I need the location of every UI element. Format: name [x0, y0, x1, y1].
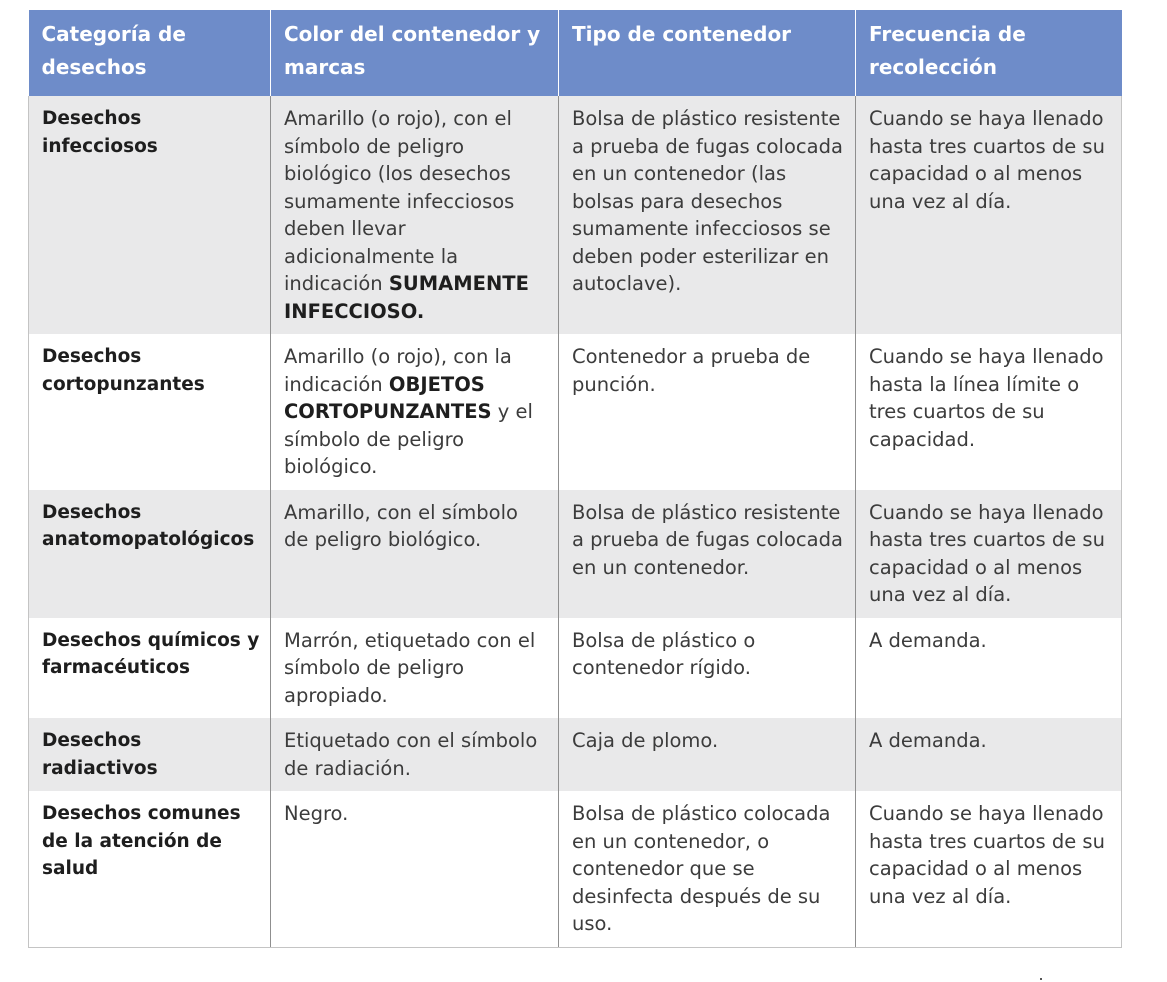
frequency-cell: Cuando se haya llenado hasta tres cuartos de su capacidad o al menos una vez al día.: [856, 791, 1122, 947]
header-row: [29, 10, 1122, 96]
container-color-cell: [271, 791, 559, 947]
color-bold-label: OBJETOS CORTOPUNZANTES: [284, 372, 492, 423]
container-color-cell: [271, 96, 559, 334]
category-cell: Desechos químicos y farmacéuticos: [29, 618, 271, 719]
table-row: [29, 334, 1122, 490]
header-collection-frequency: Frecuencia de recolección: [856, 10, 1122, 96]
container-type-cell: Bolsa de plástico resistente a prueba de fugas colocada en un contenedor (las bolsas para desechos sumamente infecciosos se deben poder esterilizar en autoclave).: [559, 96, 856, 334]
color-text: Amarillo (o rojo), con la indicación: [284, 345, 512, 396]
color-text: Amarillo (o rojo), con el símbolo de peligro biológico (los desechos sumamente infecciosos deben llevar adicionalmente la indicación: [284, 107, 515, 295]
color-text: Marrón, etiquetado con el símbolo de peligro apropiado.: [284, 628, 536, 707]
container-type-cell: Contenedor a prueba de punción.: [559, 334, 856, 490]
header-container-type: Tipo de contenedor: [559, 10, 856, 96]
category-cell: Desechos comunes de la atención de salud: [29, 791, 271, 947]
color-bold-label: SUMAMENTE INFECCIOSO.: [284, 272, 529, 323]
container-type-cell: Bolsa de plástico o contenedor rígido.: [559, 618, 856, 719]
waste-management-table: [28, 10, 1122, 948]
category-cell: Desechos anatomopatológicos: [29, 490, 271, 618]
table-row: [29, 618, 1122, 719]
frequency-cell: Cuando se haya llenado hasta la línea límite o tres cuartos de su capacidad.: [856, 334, 1122, 490]
table-row: [29, 96, 1122, 334]
frequency-cell: Cuando se haya llenado hasta tres cuartos de su capacidad o al menos una vez al día.: [856, 490, 1122, 618]
container-color-cell: [271, 718, 559, 791]
container-color-cell: [271, 334, 559, 490]
container-color-cell: [271, 618, 559, 719]
color-text: Negro.: [284, 802, 349, 825]
container-type-cell: Bolsa de plástico resistente a prueba de fugas colocada en un contenedor.: [559, 490, 856, 618]
table-row: [29, 718, 1122, 791]
container-color-cell: [271, 490, 559, 618]
table-row: [29, 791, 1122, 947]
table-header: [29, 10, 1122, 96]
table-body: [29, 96, 1122, 947]
category-cell: Desechos cortopunzantes: [29, 334, 271, 490]
color-text-after: y el símbolo de peligro biológico.: [284, 400, 533, 478]
color-text: Amarillo, con el símbolo de peligro biológico.: [284, 500, 518, 551]
category-cell: Desechos radiactivos: [29, 718, 271, 791]
category-cell: Desechos infecciosos: [29, 96, 271, 334]
header-container-color: Color del contenedor y marcas: [271, 10, 559, 96]
table-row: [29, 490, 1122, 618]
stray-dot-mark: [1040, 978, 1042, 980]
frequency-cell: Cuando se haya llenado hasta tres cuartos de su capacidad o al menos una vez al día.: [856, 96, 1122, 334]
container-type-cell: Caja de plomo.: [559, 718, 856, 791]
color-text: Etiquetado con el símbolo de radiación.: [284, 729, 538, 780]
frequency-cell: A demanda.: [856, 618, 1122, 719]
frequency-cell: A demanda.: [856, 718, 1122, 791]
container-type-cell: Bolsa de plástico colocada en un contenedor, o contenedor que se desinfecta después de su uso.: [559, 791, 856, 947]
header-category: Categoría de desechos: [29, 10, 271, 96]
